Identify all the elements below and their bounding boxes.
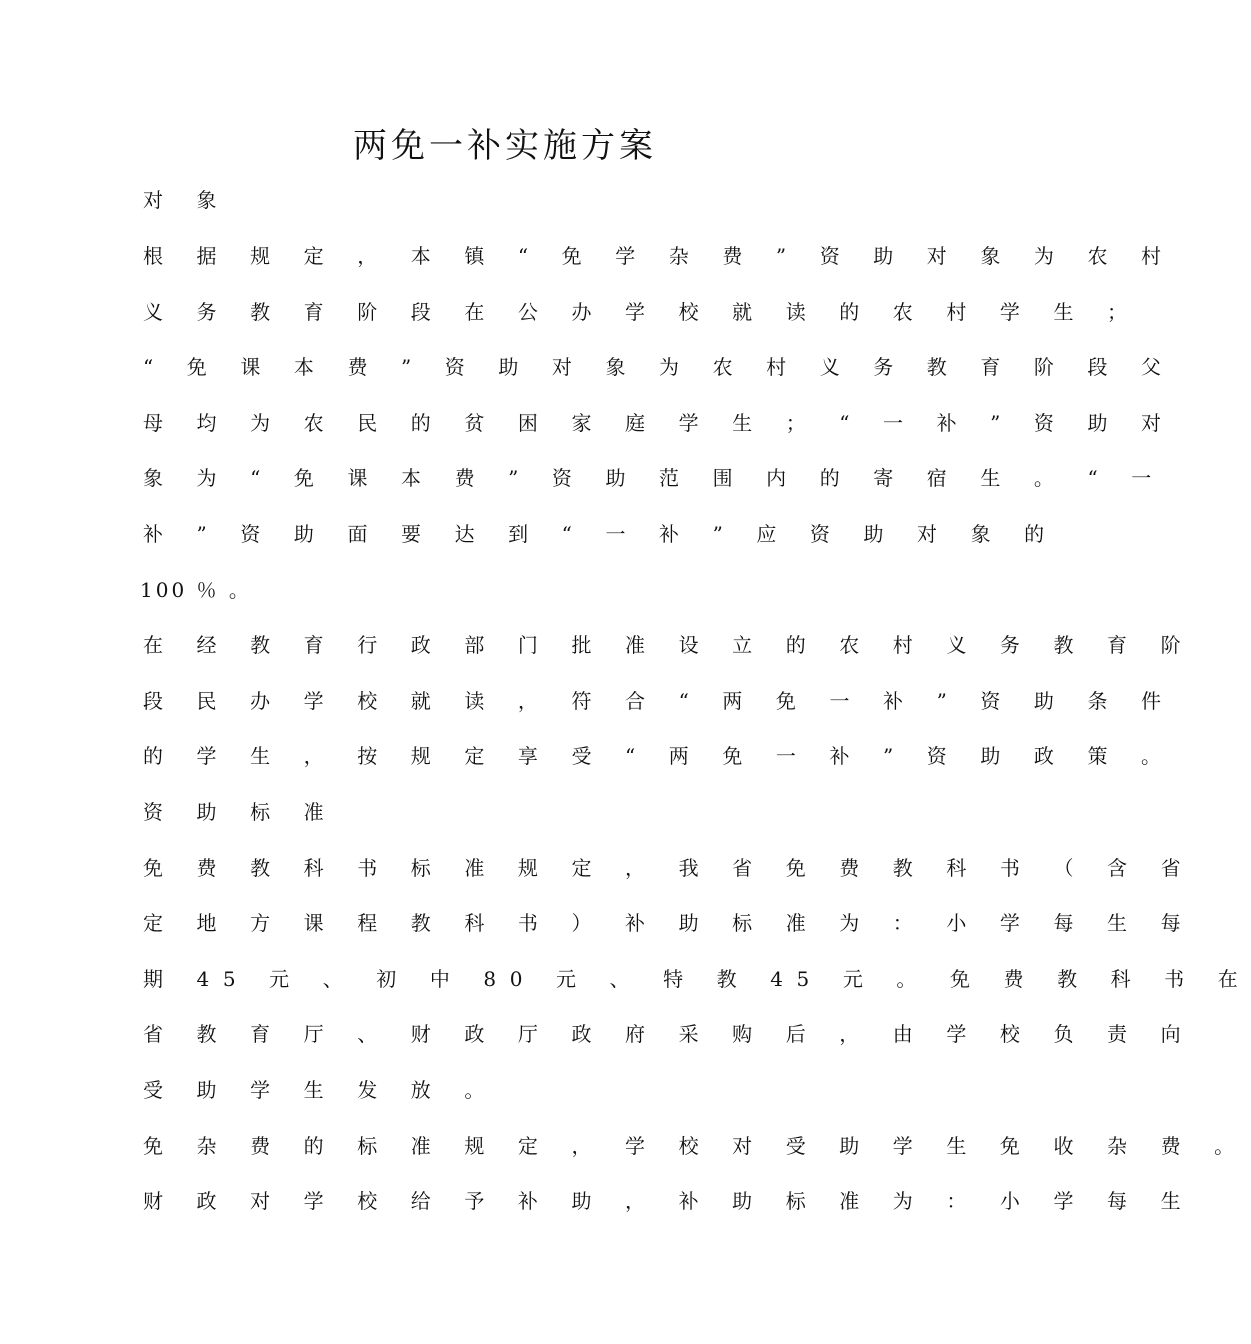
paragraph-line: 省 教 育 厅 、 财 政 厅 政 府 采 购 后 ， 由 学 校 负 责 向 (143, 1022, 1195, 1046)
paragraph-line: 定 地 方 课 程 教 科 书 ） 补 助 标 准 为 ： 小 学 每 生 每 (143, 911, 1195, 935)
paragraph-line: 期 45 元 、 初 中 80 元 、 特 教 45 元 。 免 费 教 科 书 在 (143, 967, 1251, 991)
paragraph-line: 义 务 教 育 阶 段 在 公 办 学 校 就 读 的 农 村 学 生 ； (143, 300, 1141, 324)
paragraph-line: 受 助 学 生 发 放 。 (143, 1078, 498, 1102)
paragraph-line: 100 ％ 。 (140, 578, 252, 602)
paragraph-line: 免 费 教 科 书 标 准 规 定 ， 我 省 免 费 教 科 书 （ 含 省 (143, 856, 1195, 880)
paragraph-line: 在 经 教 育 行 政 部 门 批 准 设 立 的 农 村 义 务 教 育 阶 (143, 633, 1195, 657)
paragraph-line: 免 杂 费 的 标 准 规 定 ， 学 校 对 受 助 学 生 免 收 杂 费 。 (143, 1134, 1248, 1158)
document-title: 两免一补实施方案 (353, 126, 657, 166)
paragraph-line: 财 政 对 学 校 给 予 补 助 ， 补 助 标 准 为 ： 小 学 每 生 (143, 1189, 1195, 1213)
paragraph-line: 段 民 办 学 校 就 读 ， 符 合 “ 两 免 一 补 ” 资 助 条 件 (143, 689, 1175, 713)
paragraph-line: 象 为 “ 免 课 本 费 ” 资 助 范 围 内 的 寄 宿 生 。 “ 一 (143, 466, 1165, 490)
paragraph-line: 的 学 生 ， 按 规 定 享 受 “ 两 免 一 补 ” 资 助 政 策 。 (143, 744, 1175, 768)
section-heading: 资 助 标 准 (143, 800, 338, 824)
paragraph-line: 补 ” 资 助 面 要 达 到 “ 一 补 ” 应 资 助 对 象 的 (143, 522, 1058, 546)
paragraph-line: “ 免 课 本 费 ” 资 助 对 象 为 农 村 义 务 教 育 阶 段 父 (143, 355, 1175, 379)
section-heading: 对 象 (143, 188, 231, 212)
paragraph-line: 根 据 规 定 ， 本 镇 “ 免 学 杂 费 ” 资 助 对 象 为 农 村 (143, 244, 1175, 268)
paragraph-line: 母 均 为 农 民 的 贫 困 家 庭 学 生 ； “ 一 补 ” 资 助 对 (143, 411, 1175, 435)
